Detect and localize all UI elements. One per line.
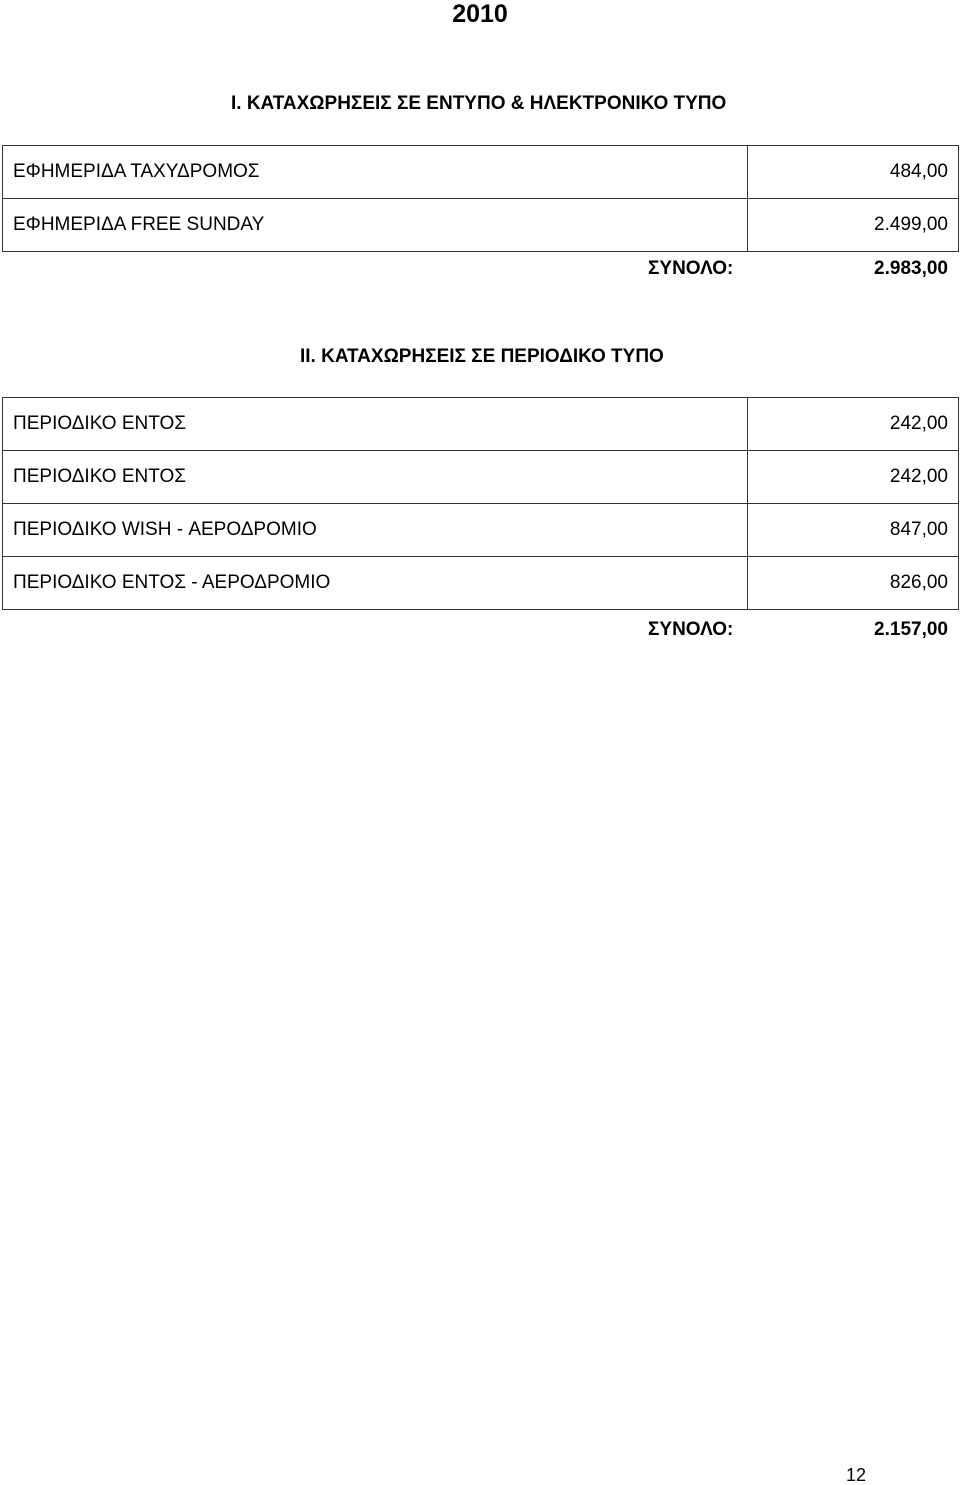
row-amount: 847,00 — [748, 504, 959, 557]
table-row — [3, 504, 959, 557]
page-number: 12 — [846, 1465, 867, 1485]
section-1-table — [2, 145, 959, 252]
row-label: ΕΦΗΜΕΡΙΔΑ ΤΑΧΥΔΡΟΜΟΣ — [3, 146, 748, 199]
row-label: ΠΕΡΙΟΔΙΚΟ ΕΝΤΟΣ — [3, 398, 748, 451]
row-label: ΠΕΡΙΟΔΙΚΟ WISH - ΑΕΡΟΔΡΟΜΙΟ — [3, 504, 748, 557]
table-row — [3, 146, 959, 199]
row-amount: 2.499,00 — [748, 199, 959, 252]
section-2-table — [2, 397, 959, 610]
section-2-title: II. ΚΑΤΑΧΩΡΗΣΕΙΣ ΣΕ ΠΕΡΙΟΔΙΚΟ ΤΥΠΟ — [300, 346, 664, 367]
row-amount: 826,00 — [748, 557, 959, 610]
section-1-total-label: ΣΥΝΟΛΟ: — [648, 258, 734, 279]
row-amount: 242,00 — [748, 398, 959, 451]
row-amount: 484,00 — [748, 146, 959, 199]
page-year-heading: 2010 — [452, 0, 508, 28]
section-1-total-value: 2.983,00 — [874, 258, 948, 279]
table-row — [3, 557, 959, 610]
table-row — [3, 199, 959, 252]
table-row — [3, 451, 959, 504]
section-2-total-label: ΣΥΝΟΛΟ: — [648, 619, 734, 640]
row-label: ΠΕΡΙΟΔΙΚΟ ΕΝΤΟΣ - ΑΕΡΟΔΡΟΜΙΟ — [3, 557, 748, 610]
section-1-title: I. ΚΑΤΑΧΩΡΗΣΕΙΣ ΣΕ ΕΝΤΥΠΟ & ΗΛΕΚΤΡΟΝΙΚΟ ΤΥΠΟ — [231, 93, 727, 114]
row-amount: 242,00 — [748, 451, 959, 504]
row-label: ΠΕΡΙΟΔΙΚΟ ΕΝΤΟΣ — [3, 451, 748, 504]
section-2-total-value: 2.157,00 — [874, 619, 948, 640]
table-row — [3, 398, 959, 451]
row-label: ΕΦΗΜΕΡΙΔΑ FREE SUNDAY — [3, 199, 748, 252]
